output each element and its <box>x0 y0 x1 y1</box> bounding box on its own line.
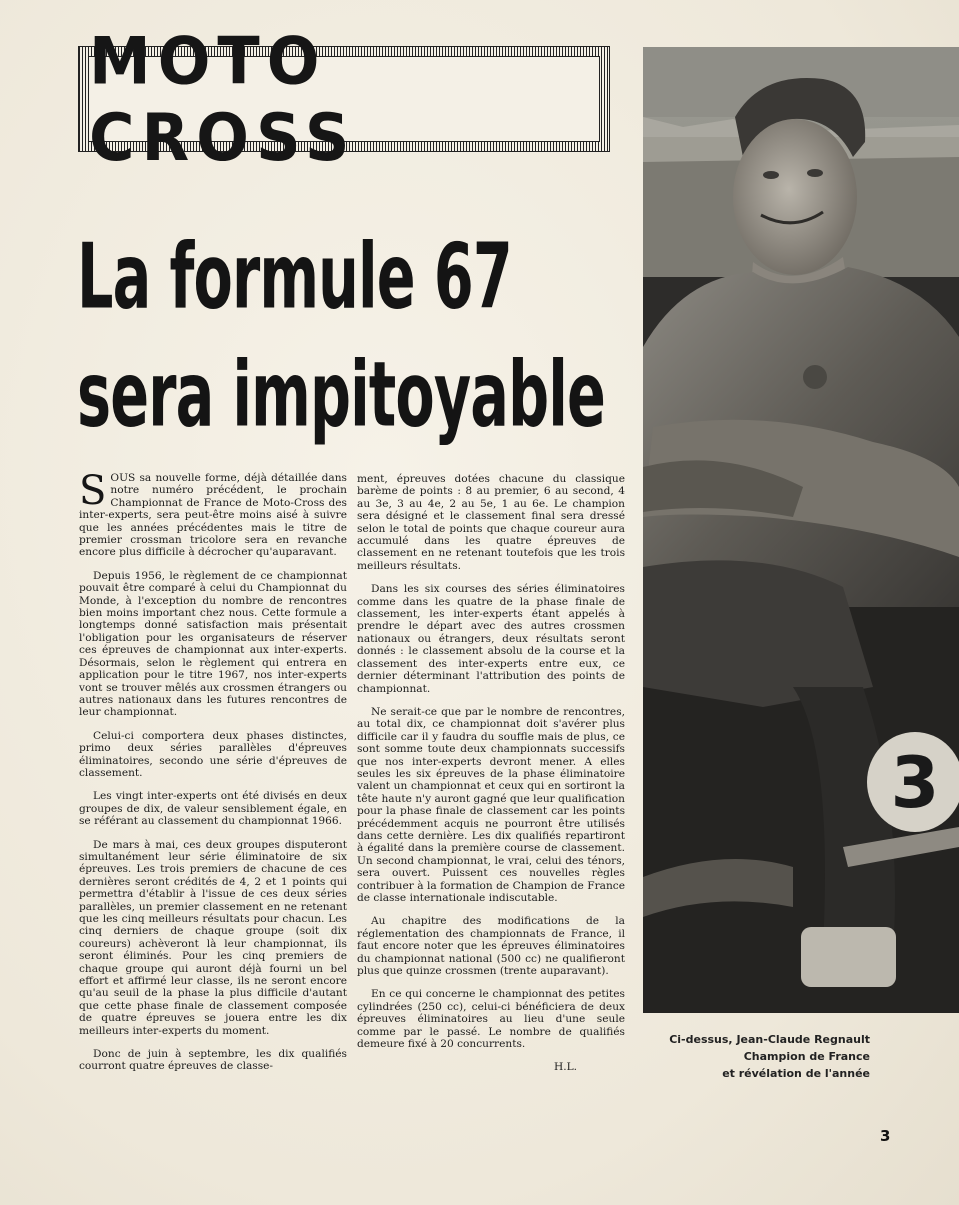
article-headline <box>77 218 637 454</box>
rider-photo-illustration <box>643 47 959 1013</box>
paragraph: Celui-ci comportera deux phases distinctes, primo deux séries parallèles d'épreuves éliminatoires, secondo une série d'épreuves de classement. <box>79 729 347 779</box>
paragraph: Les vingt inter-experts ont été divisés en deux groupes de dix, de valeur sensiblement égale, en se référant au classement du championnat 1966. <box>79 790 347 828</box>
paragraph: Dans les six courses des séries éliminatoires comme dans les quatre de la phase finale de classement, les inter-experts étant appelés à prendre le départ avec des autres crossmen nationaux ou étrangers, deux résultats seront donnés : le classement absolu de la course et la classement des inter-experts entre eux, ce dernier déterminant l'attribution des points de championnat. <box>357 583 625 695</box>
caption-line-2: Champion de France <box>743 1050 870 1063</box>
caption-line-3: et révélation de l'année <box>722 1067 870 1080</box>
paragraph: Depuis 1956, le règlement de ce championnat pouvait être comparé à celui du Championnat du Monde, à l'exception du nombre de rencontres bien moins important chez nous. Cette formule a longtemps donné satisfaction mais présentait l'obligation pour les organisateurs de réserver ces épreuves de championnat aux inter-experts. Désormais, selon le règlement qui entrera en application pour le titre 1967, nos inter-experts vont se trouver mêlés aux crossmen étrangers ou autres nationaux dans les futures rencontres de leur championnat. <box>79 569 347 719</box>
rider-photo <box>643 47 959 1013</box>
headline-line-1: La formule 67 <box>77 224 512 330</box>
photo-caption <box>640 1031 870 1082</box>
page-number: 3 <box>880 1127 891 1145</box>
paragraph: ment, épreuves dotées chacune du classique barème de points : 8 au premier, 6 au second, 4 au 3e, 3 au 4e, 2 au 5e, 1 au 6e. Le champion sera désigné et le classement final sera dressé selon le total de points que chaque coureur aura accumulé dans les quatre épreuves de classement en ne retenant toutefois que les trois meilleurs résultats. <box>357 473 625 572</box>
paragraph: Donc de juin à septembre, les dix qualifiés courront quatre épreuves de classe- <box>79 1048 347 1073</box>
article-column-left <box>79 468 347 1084</box>
paragraph-text: OUS sa nouvelle forme, déjà détaillée dans notre numéro précédent, le prochain Championnat de France de Moto-Cross des inter-experts, sera peut-être moins aisé à suivre que les années précédentes mais le titre de premier crossman tricolore sera en revanche encore plus difficile à décrocher qu'auparavant. <box>79 472 347 559</box>
bike-number: 3 <box>890 742 940 824</box>
drop-cap: S <box>79 468 107 514</box>
paragraph <box>79 468 347 559</box>
paragraph: De mars à mai, ces deux groupes disputeront simultanément leur série éliminatoire de six épreuves. Les trois premiers de chacune de ces dernières seront crédités de 4, 2 et 1 points qui permettra d'établir à l'issue de ces deux séries parallèles, un premier classement en ne retenant que les cinq meilleurs résultats pour chacun. Les cinq derniers de chaque groupe (soit dix coureurs) achèveront là leur championnat, ils seront éliminés. Pour les cinq premiers de chaque groupe qui auront déjà fourni un bel effort et affirmé leur classe, ils ne seront encore qu'au seuil de la phase la plus difficile d'autant que cette phase finale de classement composée de quatre épreuves se jouera entre les dix meilleurs inter-experts du moment. <box>79 838 347 1037</box>
paragraph: En ce qui concerne le championnat des petites cylindrées (250 cc), celui-ci bénéficiera de deux épreuves éliminatoires au lieu d'une seule comme par le passé. Le nombre de qualifiés demeure fixé à 20 concurrents. <box>357 988 625 1051</box>
article-column-right <box>357 473 625 1085</box>
banner-frame <box>88 22 600 176</box>
author-signature: H.L. <box>553 1061 577 1074</box>
paragraph: Ne serait-ce que par le nombre de rencontres, au total dix, ce championnat doit s'avérer plus difficile car il y faudra du souffle mais de plus, ce sont somme toute deux championnats successifs que nos inter-experts devront mener. A elles seules les six épreuves de la phase éliminatoire valent un championnat et ceux qui en sortiront la tête haute n'y auront gagné que leur qualification pour la phase finale de classement car les points précédemment acquis ne pourront être utilisés dans cette dernière. Les dix qualifiés repartiront à égalité dans la première course de classement. Un second championnat, le vrai, celui des ténors, sera ouvert. Puissent ces nouvelles règles contribuer à la formation de Champion de France de classe internationale indiscutable. <box>357 705 625 904</box>
headline-line-2: sera impitoyable <box>77 342 605 448</box>
banner-title: MOTO CROSS <box>89 22 357 176</box>
section-banner <box>79 22 609 176</box>
caption-line-1: Ci-dessus, Jean-Claude Regnault <box>669 1033 870 1046</box>
paragraph: Au chapitre des modifications de la réglementation des championnats de France, il faut encore noter que les épreuves éliminatoires du championnat national (500 cc) ne qualifieront plus que quinze crossmen (trente auparavant). <box>357 915 625 978</box>
